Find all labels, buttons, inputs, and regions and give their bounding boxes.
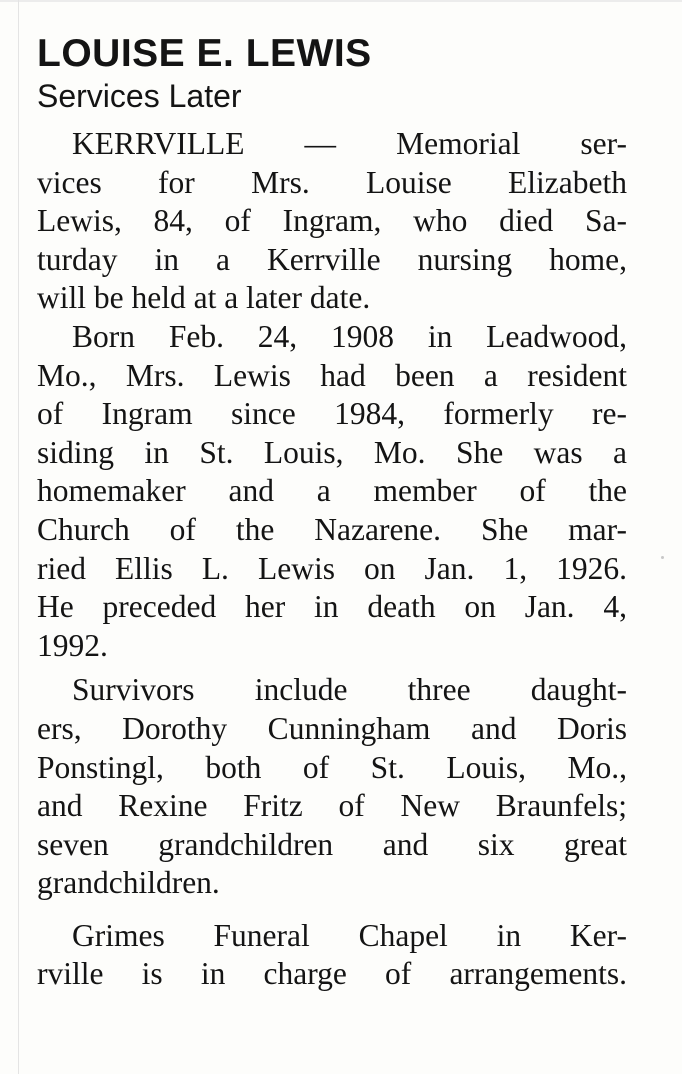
text-line: ried Ellis L. Lewis on Jan. 1, 1926.	[37, 550, 627, 586]
text-line: rville is in charge of arrangements.	[37, 956, 627, 992]
obituary-subhead: Services Later	[37, 78, 242, 114]
text-line: turday in a Kerrville nursing home,	[37, 241, 627, 277]
text-line: Born Feb. 24, 1908 in Leadwood,	[72, 318, 627, 354]
text-line: homemaker and a member of the	[37, 473, 627, 509]
text-line: vices for Mrs. Louise Elizabeth	[37, 164, 627, 200]
text-line: Survivors include three daught-	[72, 672, 627, 708]
text-line: Grimes Funeral Chapel in Ker-	[72, 917, 627, 953]
text-line: of Ingram since 1984, formerly re-	[37, 396, 627, 432]
text-line: ers, Dorothy Cunningham and Doris	[37, 710, 627, 746]
text-line: He preceded her in death on Jan. 4,	[37, 589, 627, 625]
clipping-top-edge	[0, 0, 682, 2]
text-line: KERRVILLE — Memorial ser-	[72, 126, 627, 161]
text-line: Church of the Nazarene. She mar-	[37, 511, 627, 547]
text-line: will be held at a later date.	[37, 280, 371, 316]
paragraph-arrangements	[37, 917, 627, 994]
print-speck	[661, 556, 664, 559]
text-line: seven grandchildren and six great	[37, 826, 627, 862]
paragraph-survivors	[37, 671, 627, 903]
text-line: and Rexine Fritz of New Braunfels;	[37, 788, 627, 824]
text-line: Mo., Mrs. Lewis had been a resident	[37, 357, 627, 393]
obituary-body	[37, 125, 627, 994]
paragraph-biography	[37, 318, 627, 665]
text-line: grandchildren.	[37, 865, 220, 901]
obituary-headline: LOUISE E. LEWIS	[37, 32, 372, 75]
text-line: Lewis, 84, of Ingram, who died Sa-	[37, 203, 627, 239]
text-line: 1992.	[37, 627, 108, 663]
clipping-left-edge	[18, 0, 19, 1074]
text-line: siding in St. Louis, Mo. She was a	[37, 434, 627, 470]
text-line: Ponstingl, both of St. Louis, Mo.,	[37, 749, 627, 785]
paragraph-services	[37, 125, 627, 318]
